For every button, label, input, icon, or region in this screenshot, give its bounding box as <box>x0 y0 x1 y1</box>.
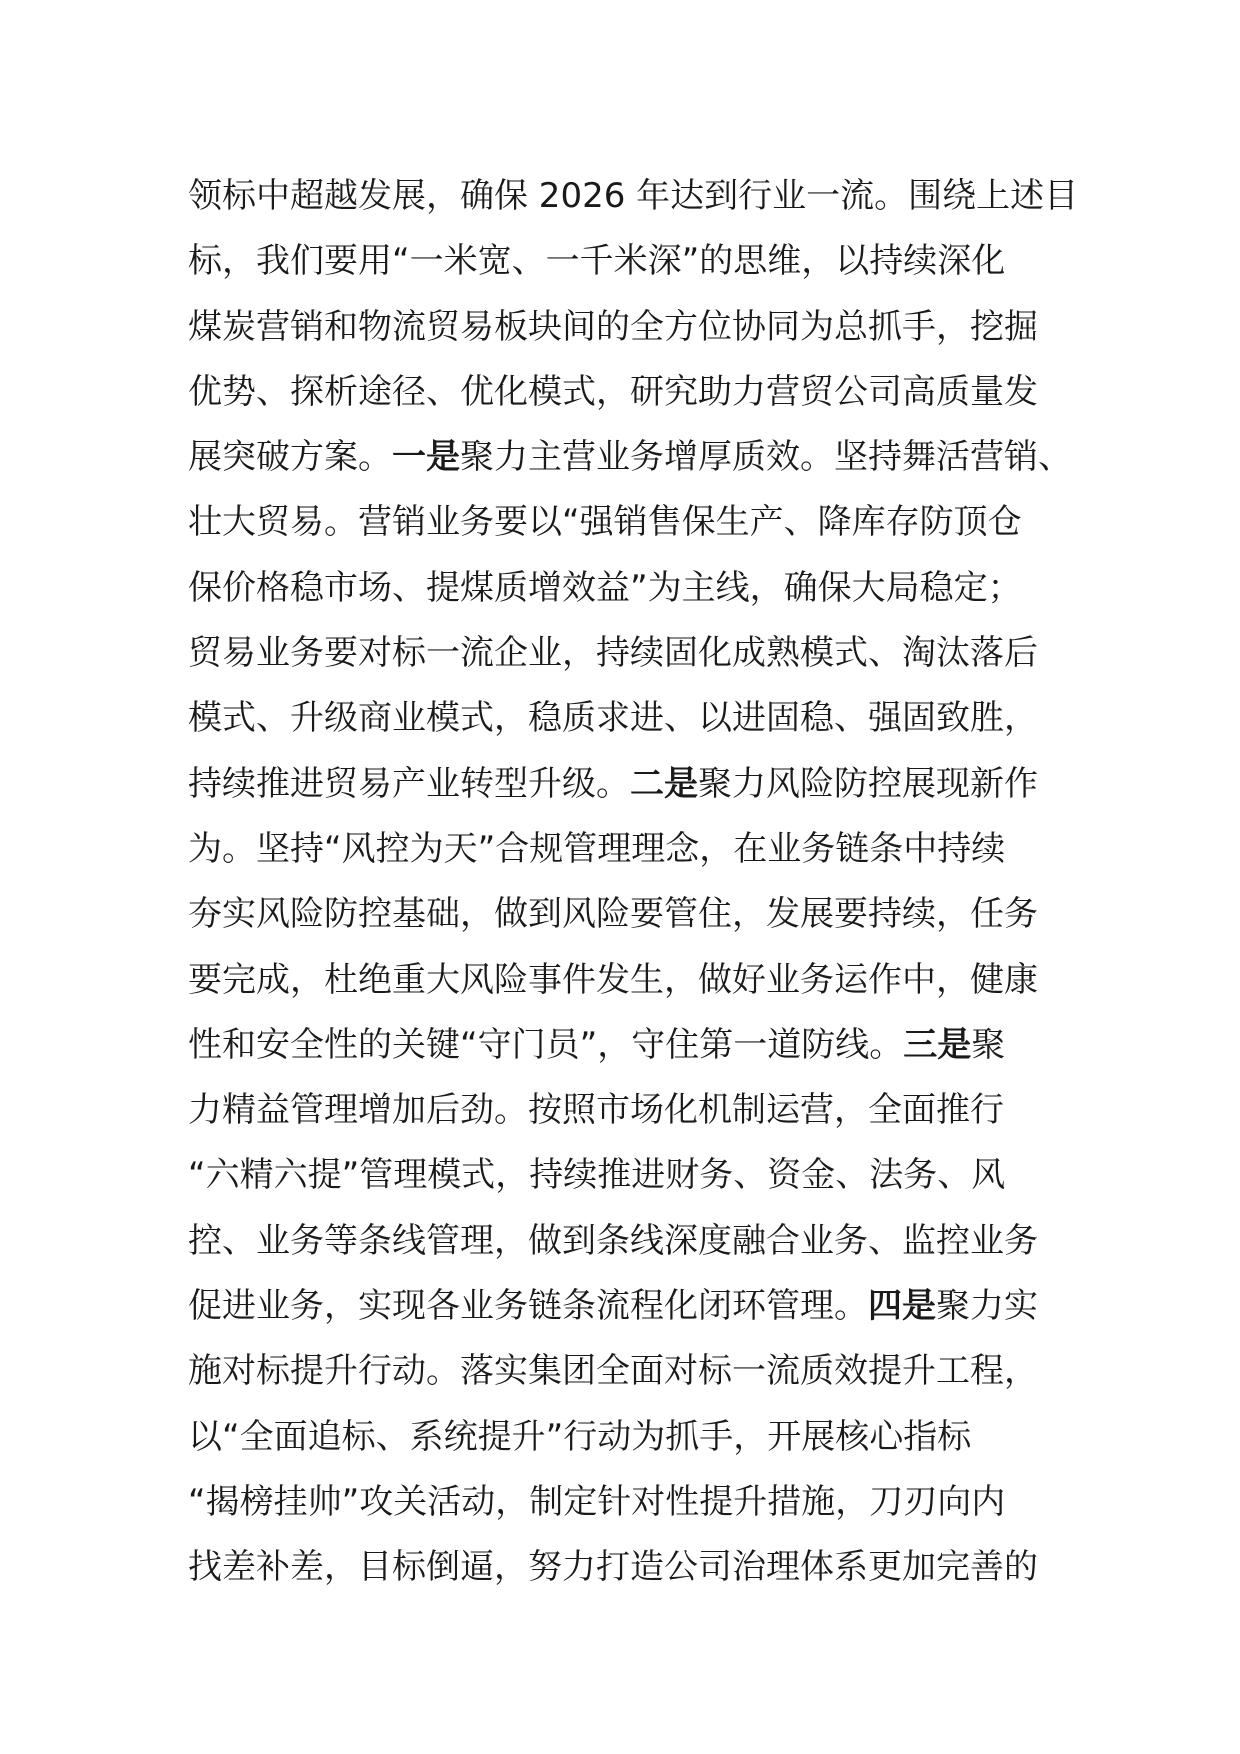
text-segment: 聚力风险防控展现新作 <box>698 763 1038 804</box>
text-segment: 找差补差，目标倒逼，努力打造公司治理体系更加完善的 <box>188 1547 1038 1588</box>
text-line <box>188 1274 1088 1339</box>
text-line <box>188 948 1088 1013</box>
text-line <box>188 490 1088 555</box>
text-segment: “六精六提”管理模式，持续推进财务、资金、法务、风 <box>188 1155 1006 1196</box>
text-segment: 壮大贸易。营销业务要以“强销售保生产、降库存防顶仓 <box>188 502 1022 543</box>
text-line <box>188 686 1088 751</box>
text-segment: 持续推进贸易产业转型升级。 <box>188 763 630 804</box>
text-line <box>188 1078 1088 1143</box>
text-line <box>188 1013 1088 1078</box>
text-line <box>188 621 1088 686</box>
text-segment: 夯实风险防控基础，做到风险要管住，发展要持续，任务 <box>188 894 1038 935</box>
text-line <box>188 556 1088 621</box>
text-line <box>188 1535 1088 1600</box>
text-line <box>188 817 1088 882</box>
text-segment: “揭榜挂帅”攻关活动，制定针对性提升措施，刀刃向内 <box>188 1481 1006 1522</box>
text-segment: 展突破方案。 <box>188 437 392 478</box>
text-segment: 聚力主营业务增厚质效。坚持舞活营销、 <box>460 437 1072 478</box>
text-segment: 煤炭营销和物流贸易板块间的全方位协同为总抓手，挖掘 <box>188 306 1038 347</box>
text-segment: 模式、升级商业模式，稳质求进、以进固稳、强固致胜， <box>188 698 1038 739</box>
text-line <box>188 360 1088 425</box>
text-segment: 以“全面追标、系统提升”行动为抓手，开展核心指标 <box>188 1416 972 1457</box>
bold-enumerator: 二是 <box>630 763 698 804</box>
text-line <box>188 752 1088 817</box>
text-line <box>188 164 1088 229</box>
text-segment: 力精益管理增加后劲。按照市场化机制运营，全面推行 <box>188 1090 1004 1131</box>
text-segment: 保价格稳市场、提煤质增效益”为主线，确保大局稳定； <box>188 567 1022 608</box>
text-segment: 性和安全性的关键“守门员”，守住第一道防线。 <box>188 1024 904 1065</box>
text-segment: 控、业务等条线管理，做到条线深度融合业务、监控业务 <box>188 1220 1038 1261</box>
text-line <box>188 1143 1088 1208</box>
bold-enumerator: 一是 <box>392 437 460 478</box>
text-segment: 优势、探析途径、优化模式，研究助力营贸公司高质量发 <box>188 371 1038 412</box>
text-line <box>188 295 1088 360</box>
text-line <box>188 1339 1088 1404</box>
bold-enumerator: 三是 <box>903 1024 972 1065</box>
bold-enumerator: 四是 <box>868 1286 936 1327</box>
text-line <box>188 882 1088 947</box>
text-line <box>188 1470 1088 1535</box>
text-segment: 促进业务，实现各业务链条流程化闭环管理。 <box>188 1286 868 1327</box>
text-segment: 标，我们要用“一米宽、一千米深”的思维，以持续深化 <box>188 241 1006 282</box>
text-segment: 贸易业务要对标一流企业，持续固化成熟模式、淘汰落后 <box>188 633 1038 674</box>
text-segment: 聚力实 <box>936 1286 1038 1327</box>
text-segment: 聚 <box>971 1024 1006 1065</box>
text-line <box>188 425 1088 490</box>
text-segment: 领标中超越发展，确保 2026 年达到行业一流。围绕上述目 <box>188 176 1079 216</box>
text-line <box>188 229 1088 294</box>
text-line <box>188 1405 1088 1470</box>
text-line <box>188 1209 1088 1274</box>
body-paragraph <box>188 164 1088 1601</box>
text-segment: 施对标提升行动。落实集团全面对标一流质效提升工程， <box>188 1351 1038 1392</box>
text-segment: 为。坚持“风控为天”合规管理理念，在业务链条中持续 <box>188 828 1006 869</box>
text-segment: 要完成，杜绝重大风险事件发生，做好业务运作中，健康 <box>188 959 1038 1000</box>
